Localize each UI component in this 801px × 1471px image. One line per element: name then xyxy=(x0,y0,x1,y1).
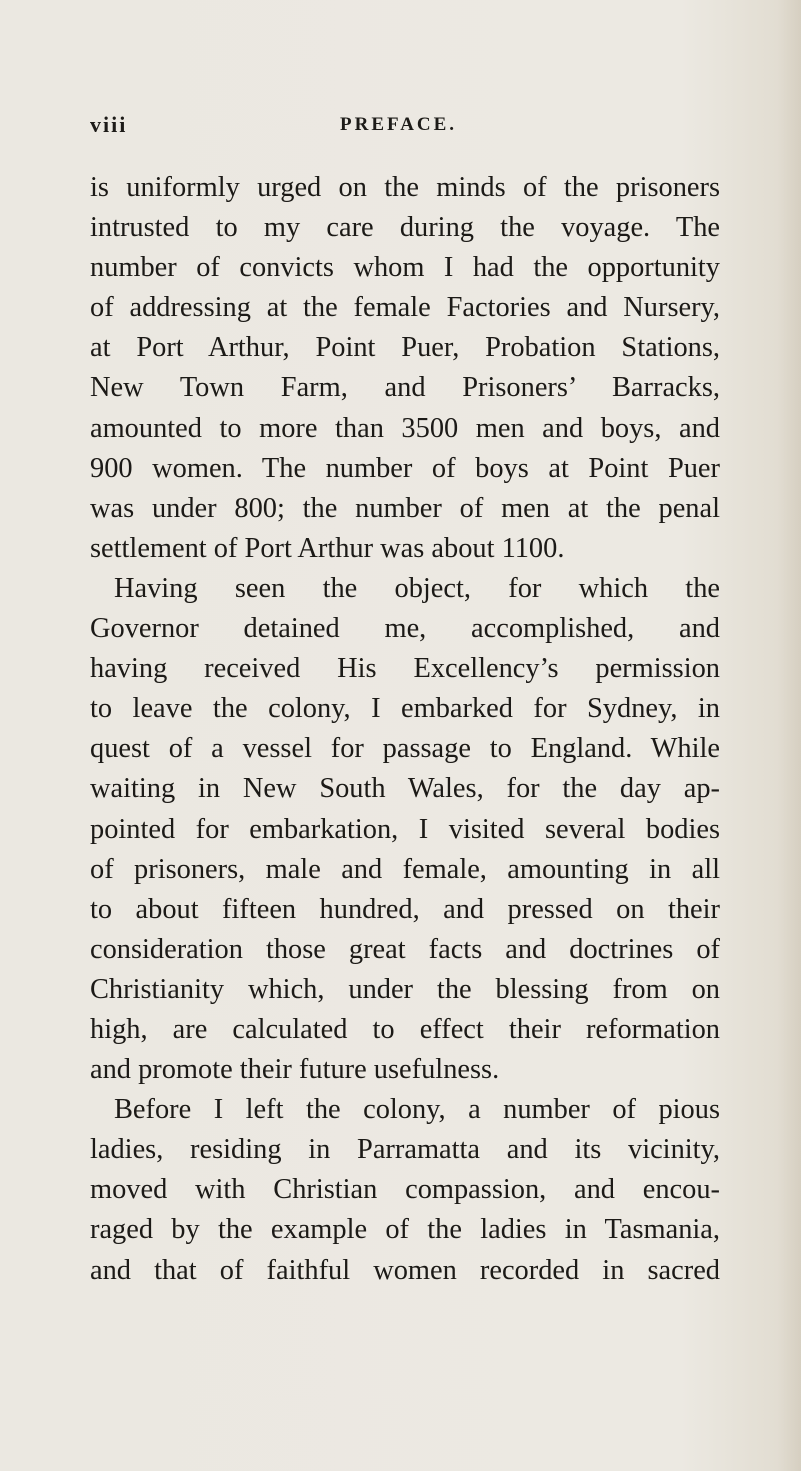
text-line: settlement of Port Arthur was about 1100. xyxy=(90,532,565,564)
text-line: New Town Farm, and Prisoners’ Barracks, xyxy=(90,372,720,404)
text-line: was under 800; the number of men at the penal xyxy=(90,492,720,524)
text-line: raged by the example of the ladies in Tasmania, xyxy=(90,1214,720,1246)
text-line: and that of faithful women recorded in sacred xyxy=(90,1254,720,1286)
text-line: pointed for embarkation, I visited several bodies xyxy=(90,813,720,845)
text-line: quest of a vessel for passage to England. While xyxy=(90,733,720,765)
page-header xyxy=(90,112,720,142)
text-line: to about fifteen hundred, and pressed on their xyxy=(90,893,720,925)
text-line: Before I left the colony, a number of pious xyxy=(114,1094,720,1126)
text-line: moved with Christian compassion, and encou- xyxy=(90,1174,720,1206)
running-head: PREFACE. xyxy=(340,114,458,135)
text-line: having received His Excellency’s permission xyxy=(90,653,720,685)
text-line: and promote their future usefulness. xyxy=(90,1054,500,1086)
text-line: Having seen the object, for which the xyxy=(114,572,720,604)
text-line: Christianity which, under the blessing from on xyxy=(90,973,720,1005)
text-line: of addressing at the female Factories and Nursery, xyxy=(90,292,720,324)
body-text xyxy=(90,168,720,1291)
text-line: of prisoners, male and female, amounting in all xyxy=(90,853,720,885)
text-line: is uniformly urged on the minds of the prisoners xyxy=(90,172,720,203)
page-number: viii xyxy=(90,112,128,137)
text-line: high, are calculated to effect their reformation xyxy=(90,1013,720,1045)
text-line: ladies, residing in Parramatta and its vicinity, xyxy=(90,1134,720,1166)
text-line: to leave the colony, I embarked for Sydney, in xyxy=(90,693,720,725)
text-line: consideration those great facts and doctrines of xyxy=(90,933,720,965)
text-line: amounted to more than 3500 men and boys, and xyxy=(90,412,720,444)
text-line: number of convicts whom I had the opportunity xyxy=(90,252,720,284)
text-line: at Port Arthur, Point Puer, Probation Stations, xyxy=(90,332,720,364)
text-line: Governor detained me, accomplished, and xyxy=(90,613,720,645)
text-line: intrusted to my care during the voyage. The xyxy=(90,212,720,244)
text-line: 900 women. The number of boys at Point Puer xyxy=(90,452,720,484)
text-line: waiting in New South Wales, for the day ap- xyxy=(90,773,720,805)
